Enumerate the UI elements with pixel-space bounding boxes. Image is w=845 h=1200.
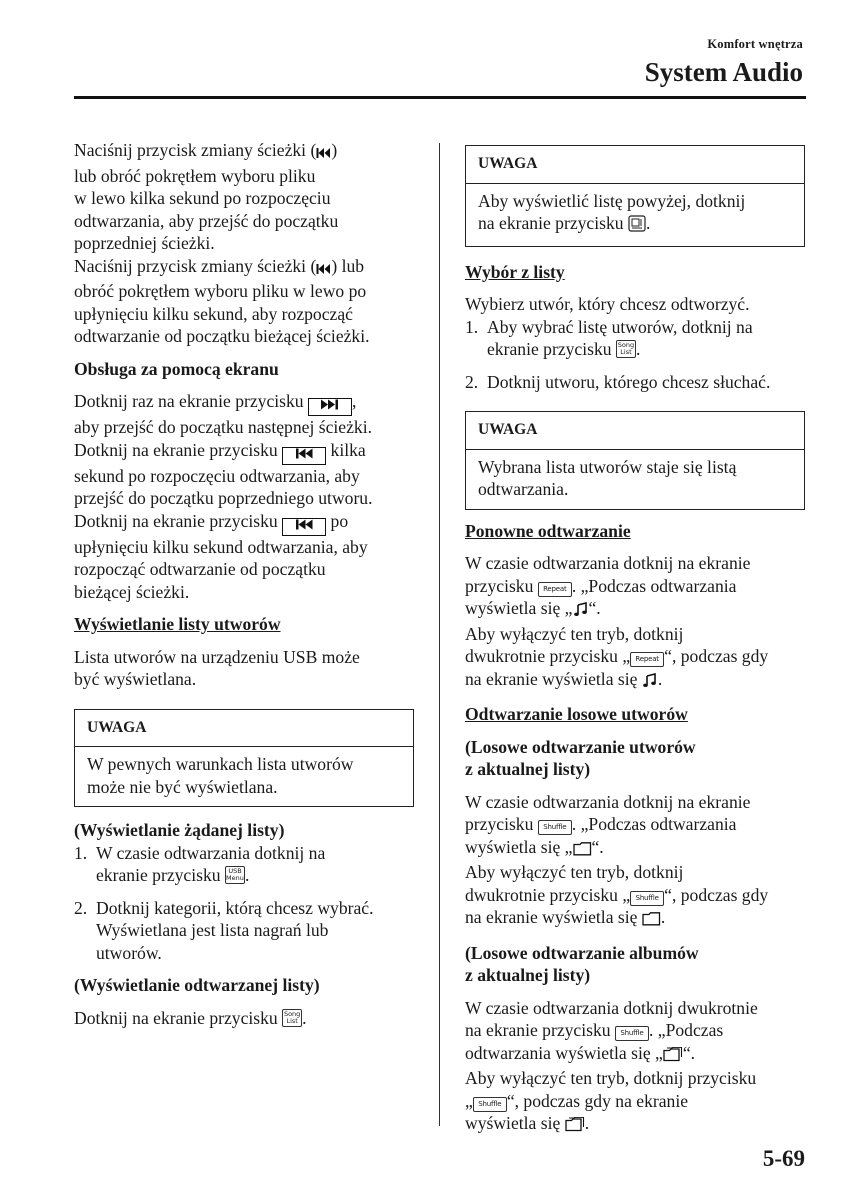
page-number: 5-69 [762,1146,805,1171]
random-albums-heading: (Losowe odtwarzanie albumów z aktualnej listy) [465,942,699,985]
select-from-list-heading: Wybór z listy [465,261,565,282]
track-back-icon [316,258,331,281]
shuffle-button-icon: Shuffle [630,891,664,906]
shuffle-button-icon: Shuffle [538,820,572,835]
paragraph-prev-track: Naciśnij przycisk zmiany ścieżki ( ) lub obróć pokrętłem wyboru pliku w lewo kilka sekund po rozpoczęciu odtwarzania, aby przejść do początku poprzedniej ścieżki. Naciśnij przycisk zmiany ścieżki ( ) lub obróć pokrętłem wyboru pliku w lewo po upłynięciu kilku sekund, aby rozpocząć odtwarzanie od początku bieżącej ścieżki. [74,140,370,346]
repeat-active-icon [642,671,658,694]
track-list-heading: Wyświetlanie listy utworów [74,614,281,634]
note-title: UWAGA [75,710,413,748]
note-box [465,145,805,247]
note-body: Aby wyświetlić listę powyżej, dotknij na ekranie przycisku . [466,184,804,246]
prev-track-button-icon [282,518,326,536]
screen-heading: Obsługa za pomocą ekranu [74,358,279,379]
select-intro: Wybierz utwór, który chcesz odtworzyć. [465,294,750,314]
paragraph-track-list: Lista utworów na urządzeniu USB może być wyświetlana. [74,646,360,689]
paragraph-repeat: W czasie odtwarzania dotknij na ekranie przycisku Repeat . „Podczas odtwarzania wyświetla się „ “. Aby wyłączyć ten tryb, dotknij dwukrotnie przycisku „ Repeat “, podczas gdy na ekranie wyświetla się . [465,552,805,693]
header-rule [74,96,806,99]
list-item: 1. W czasie odtwarzania dotknij na ekranie przycisku USB Menu. [74,842,326,885]
song-list-button-icon: Song List [283,1009,301,1025]
note-body: Wybrana lista utworów staje się listą odtwarzania. [478,456,737,499]
requested-list-steps [74,842,414,965]
random-tracks-heading: (Losowe odtwarzanie utworów z aktualnej listy) [465,736,696,779]
note-title: UWAGA [466,146,804,184]
shuffle-button-icon: Shuffle [615,1026,649,1041]
prev-track-button-icon [282,447,326,465]
song-list-button-icon: Song List [617,341,635,356]
paragraph-random-tracks: W czasie odtwarzania dotknij na ekranie przycisku Shuffle . „Podczas odtwarzania wyświetla się „ “. Aby wyłączyć ten tryb, dotknij dwukrotnie przycisku „ Shuffle “, podczas gdy na ekranie wyświetla się . [465,791,805,932]
track-back-icon [316,142,331,165]
next-track-button-icon [308,398,352,416]
paragraph-screen-controls: Dotknij raz na ekranie przycisku , aby przejść do początku następnej ścieżki. Dotknij na ekranie przycisku kilka sekund po rozpoczęciu odtwarzania, aby przejść do początku poprzedniego utworu. Dotknij na ekranie przycisku po upłynięciu kilku sekund odtwarzania, aby rozpocząć odtwarzanie od początku bieżącej ścieżki. [74,391,373,602]
folders-icon [663,1045,683,1068]
repeat-button-icon: Repeat [538,582,572,597]
list-item: 1. Aby wybrać listę utworów, dotknij na ekranie przycisku Song List . [465,316,753,359]
repeat-heading: Ponowne odtwarzanie [465,520,631,541]
random-heading: Odtwarzanie losowe utworów [465,704,688,724]
header-section: Komfort wnętrza [707,37,803,51]
repeat-button-icon: Repeat [630,652,664,667]
paragraph-playing-list: Dotknij na ekranie przycisku Song List . [74,1007,307,1028]
list-item: 2. Dotknij kategorii, którą chcesz wybrać. Wyświetlana jest lista nagrań lub utworów. [74,897,374,963]
folder-icon [642,909,661,932]
folders-icon [565,1115,585,1138]
note-body: W pewnych warunkach lista utworów może nie być wyświetlana. [87,754,354,797]
column-divider [439,143,440,1126]
left-column [74,139,414,1029]
folder-icon [573,839,592,862]
note-box [465,411,805,510]
note-title: UWAGA [466,412,804,450]
list-button-icon [628,215,646,238]
shuffle-button-icon: Shuffle [473,1097,507,1112]
repeat-active-icon [573,600,589,623]
note-box [74,709,414,808]
requested-list-heading: (Wyświetlanie żądanej listy) [74,820,285,840]
page-title: System Audio [644,57,803,87]
list-item: 2. Dotknij utworu, którego chcesz słuchać. [465,371,771,392]
playing-list-heading: (Wyświetlanie odtwarzanej listy) [74,975,320,995]
usb-menu-button-icon: USB Menu [226,867,244,882]
right-column [465,145,805,1138]
paragraph-random-albums: W czasie odtwarzania dotknij dwukrotnie na ekranie przycisku Shuffle . „Podczas odtwarzania wyświetla się „ “. Aby wyłączyć ten tryb, dotknij przycisku „ Shuffle “, podczas gdy na ekranie wyświetla się . [465,997,805,1138]
select-steps [465,316,805,394]
